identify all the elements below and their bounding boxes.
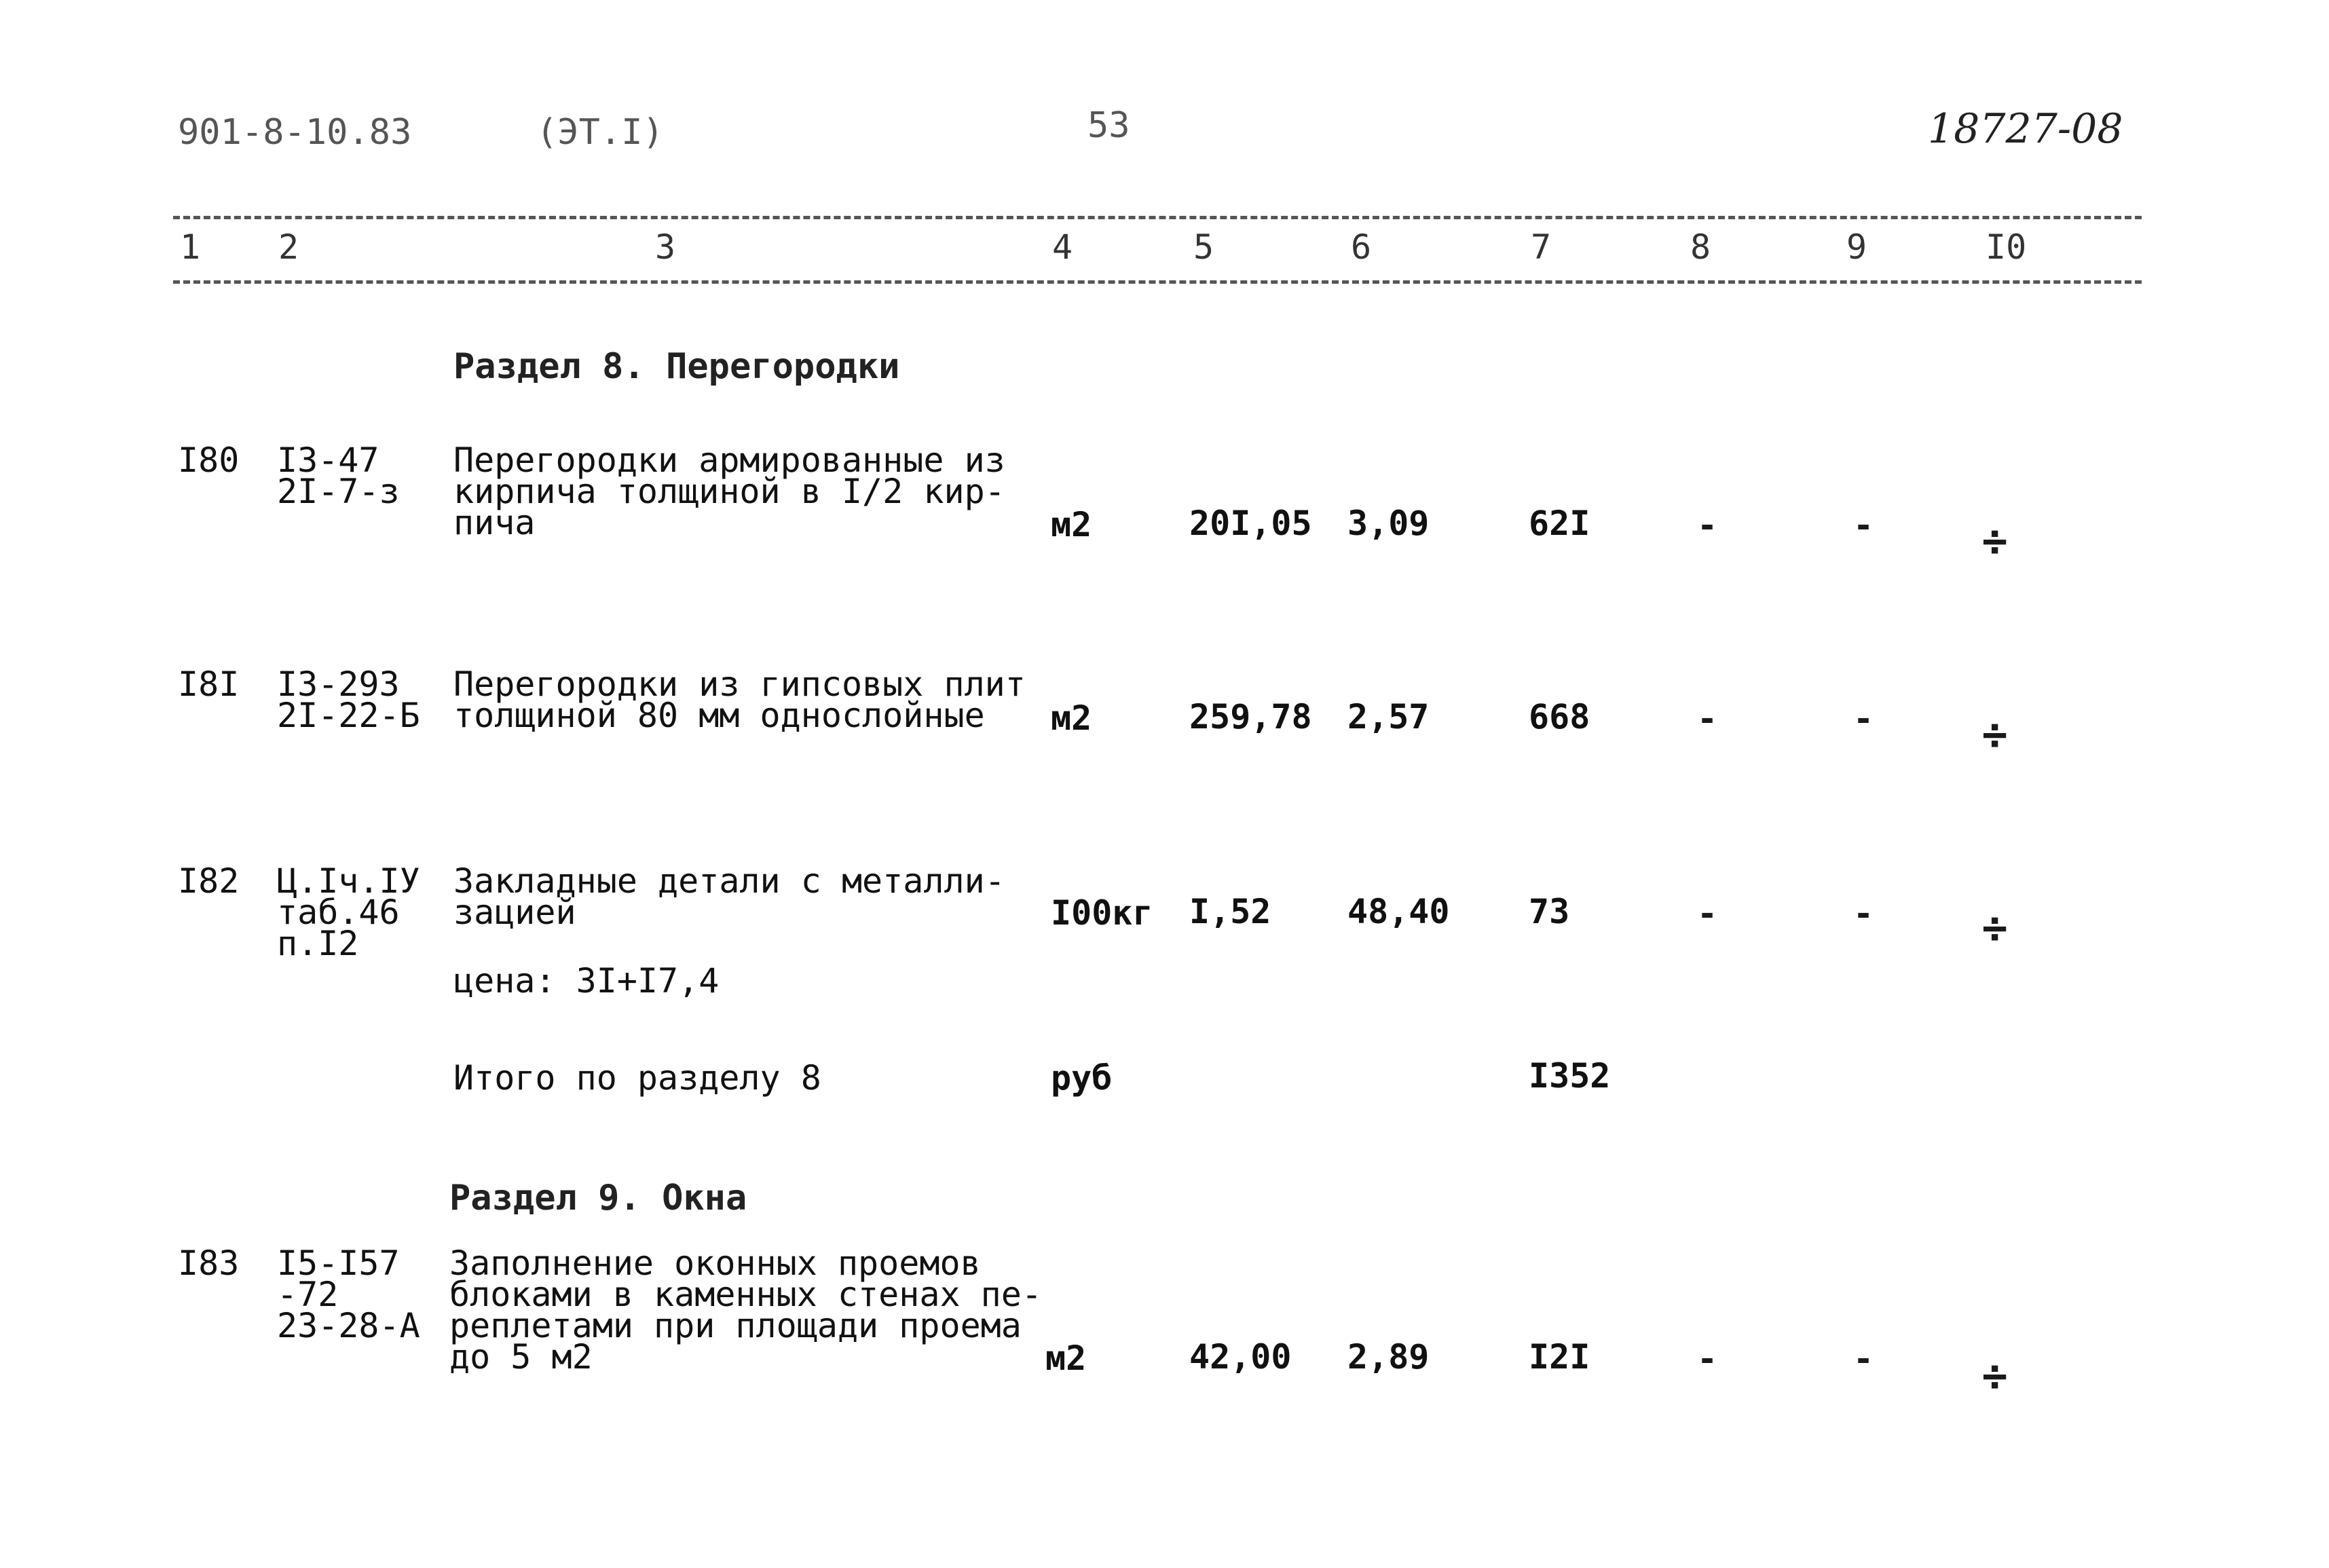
description-line: пича <box>453 503 536 542</box>
row-number: I83 <box>178 1244 240 1283</box>
column-8-value: - <box>1697 506 1718 545</box>
row-number: I80 <box>178 441 240 480</box>
description-line: реплетами при площади проема <box>449 1306 1022 1345</box>
unit: м2 <box>1051 698 1092 738</box>
total-cost: I2I <box>1529 1337 1590 1377</box>
column-number-1: 1 <box>180 227 201 267</box>
total-cost: 62I <box>1529 504 1590 543</box>
description-line: Закладные детали с металли- <box>453 861 1005 901</box>
column-number-9: 9 <box>1846 227 1867 267</box>
work-description <box>453 441 1005 542</box>
column-10-value: ÷ <box>1982 516 2008 565</box>
rate-code <box>277 861 420 963</box>
rate-code <box>277 665 420 735</box>
description-line: до 5 м2 <box>449 1337 593 1377</box>
column-8-value: - <box>1697 894 1718 933</box>
unit-price: 2,57 <box>1347 697 1430 736</box>
price-note: цена: 3I+I7,4 <box>453 961 720 1001</box>
rate-code-line: Ц.Iч.IУ <box>277 861 420 901</box>
column-9-value: - <box>1853 506 1874 545</box>
description-line: Заполнение оконных проемов <box>449 1244 981 1283</box>
row-number: I8I <box>178 665 240 704</box>
work-description <box>453 861 1005 932</box>
rate-code <box>277 1244 420 1345</box>
work-description <box>449 1244 1042 1377</box>
description-line: зацией <box>453 893 576 932</box>
section-8-total-value: I352 <box>1529 1056 1611 1096</box>
column-header-bottom-rule <box>173 280 2142 284</box>
column-number-4: 4 <box>1052 227 1073 267</box>
inventory-number: 18727-08 <box>1928 105 2123 153</box>
column-10-value: ÷ <box>1982 709 2008 759</box>
rate-code-line: 2I-7-з <box>277 472 400 511</box>
column-9-value: - <box>1853 699 1874 739</box>
row-number: I82 <box>178 861 240 901</box>
column-number-6: 6 <box>1351 227 1372 267</box>
unit-price: 3,09 <box>1347 504 1430 543</box>
column-8-value: - <box>1697 1339 1718 1379</box>
rate-code-line: 2I-22-Б <box>277 696 420 735</box>
rate-code-line: -72 <box>277 1275 339 1314</box>
description-line: блоками в каменных стенах пе- <box>449 1275 1042 1314</box>
column-header-top-rule <box>173 216 2142 219</box>
quantity: 42,00 <box>1189 1337 1292 1377</box>
column-number-3: 3 <box>655 227 676 267</box>
unit-price: 2,89 <box>1347 1337 1430 1377</box>
rate-code <box>277 441 400 511</box>
page-number: 53 <box>1087 105 1130 146</box>
column-number-10: I0 <box>1986 227 2027 267</box>
column-number-2: 2 <box>278 227 299 267</box>
rate-code-line: I3-47 <box>277 441 379 480</box>
work-description <box>453 665 1026 735</box>
column-10-value: ÷ <box>1982 903 2008 952</box>
section-8-title: Раздел 8. Перегородки <box>453 346 900 387</box>
rate-code-line: I3-293 <box>277 665 400 704</box>
description-line: Перегородки из гипсовых плит <box>453 665 1026 704</box>
unit: м2 <box>1051 505 1092 544</box>
column-10-value: ÷ <box>1982 1351 2008 1400</box>
rate-code-line: таб.46 <box>277 893 400 932</box>
unit: I00кг <box>1051 893 1153 933</box>
column-8-value: - <box>1697 699 1718 739</box>
unit-price: 48,40 <box>1347 892 1450 931</box>
total-cost: 73 <box>1529 892 1570 931</box>
column-9-value: - <box>1853 1339 1874 1379</box>
column-number-5: 5 <box>1193 227 1214 267</box>
rate-code-line: п.I2 <box>277 924 359 963</box>
section-9-title: Раздел 9. Окна <box>449 1178 747 1218</box>
column-9-value: - <box>1853 894 1874 933</box>
section-8-total-unit: руб <box>1051 1058 1113 1098</box>
section-8-total-label: Итого по разделу 8 <box>453 1058 821 1098</box>
rate-code-line: 23-28-А <box>277 1306 420 1345</box>
column-number-7: 7 <box>1531 227 1552 267</box>
column-number-8: 8 <box>1690 227 1711 267</box>
album-label: (ЭТ.I) <box>536 112 664 153</box>
rate-code-line: I5-I57 <box>277 1244 400 1283</box>
quantity: I,52 <box>1189 892 1271 931</box>
description-line: Перегородки армированные из <box>453 441 1005 480</box>
description-line: толщиной 80 мм однослойные <box>453 696 985 735</box>
quantity: 259,78 <box>1189 697 1312 736</box>
total-cost: 668 <box>1529 697 1590 736</box>
description-line: кирпича толщиной в I/2 кир- <box>453 472 1005 511</box>
unit: м2 <box>1045 1339 1087 1378</box>
quantity: 20I,05 <box>1189 504 1312 543</box>
doc-code: 901-8-10.83 <box>178 112 412 153</box>
